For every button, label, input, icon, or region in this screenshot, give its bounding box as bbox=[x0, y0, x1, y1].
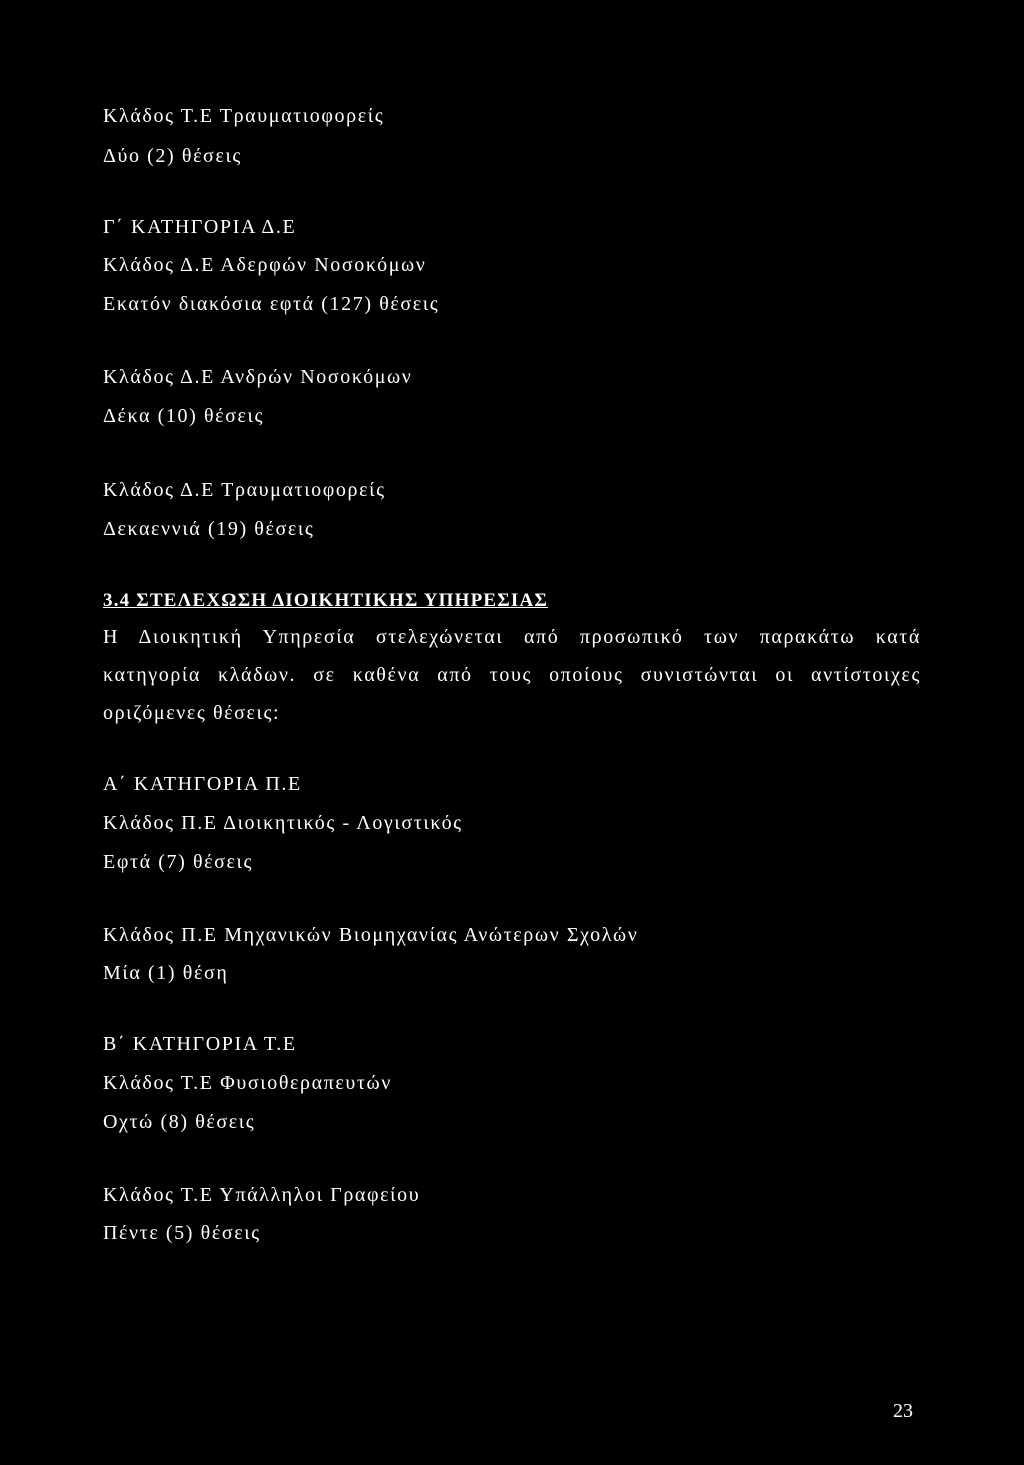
paragraph-line: κατηγορία κλάδων. σε καθένα από τους οποίους συνιστώνται οι αντίστοιχες bbox=[103, 664, 921, 686]
positions-line: Οχτώ (8) θέσεις bbox=[103, 1111, 256, 1133]
branch-line: Κλάδος Δ.Ε Αδερφών Νοσοκόμων bbox=[103, 254, 427, 276]
branch-line: Κλάδος Τ.Ε Φυσιοθεραπευτών bbox=[103, 1072, 392, 1094]
branch-line: Κλάδος Δ.Ε Ανδρών Νοσοκόμων bbox=[103, 366, 413, 388]
positions-line: Πέντε (5) θέσεις bbox=[103, 1222, 261, 1244]
positions-line: Εκατόν διακόσια εφτά (127) θέσεις bbox=[103, 293, 440, 315]
branch-line: Κλάδος Τ.Ε Υπάλληλοι Γραφείου bbox=[103, 1184, 421, 1206]
category-heading: Β΄ ΚΑΤΗΓΟΡΙΑ Τ.Ε bbox=[103, 1033, 297, 1055]
branch-line: Κλάδος Τ.Ε Τραυματιοφορείς bbox=[103, 105, 385, 127]
positions-line: Μία (1) θέση bbox=[103, 962, 229, 984]
branch-line: Κλάδος Π.Ε Μηχανικών Βιομηχανίας Ανώτερων Σχολών bbox=[103, 924, 639, 946]
branch-line: Κλάδος Δ.Ε Τραυματιοφορείς bbox=[103, 479, 386, 501]
paragraph-line: οριζόμενες θέσεις: bbox=[103, 702, 281, 724]
category-heading: Α΄ ΚΑΤΗΓΟΡΙΑ Π.Ε bbox=[103, 773, 302, 795]
paragraph-line: Η Διοικητική Υπηρεσία στελεχώνεται από προσωπικό των παρακάτω κατά bbox=[103, 626, 921, 648]
positions-line: Δέκα (10) θέσεις bbox=[103, 405, 265, 427]
positions-line: Δύο (2) θέσεις bbox=[103, 145, 242, 167]
positions-line: Εφτά (7) θέσεις bbox=[103, 851, 254, 873]
page-number: 23 bbox=[893, 1400, 913, 1422]
section-heading: 3.4 ΣΤΕΛΕΧΩΣΗ ΔΙΟΙΚΗΤΙΚΗΣ ΥΠΗΡΕΣΙΑΣ bbox=[103, 590, 549, 611]
positions-line: Δεκαεννιά (19) θέσεις bbox=[103, 518, 315, 540]
branch-line: Κλάδος Π.Ε Διοικητικός - Λογιστικός bbox=[103, 812, 463, 834]
category-heading: Γ΄ ΚΑΤΗΓΟΡΙΑ Δ.Ε bbox=[103, 216, 297, 238]
